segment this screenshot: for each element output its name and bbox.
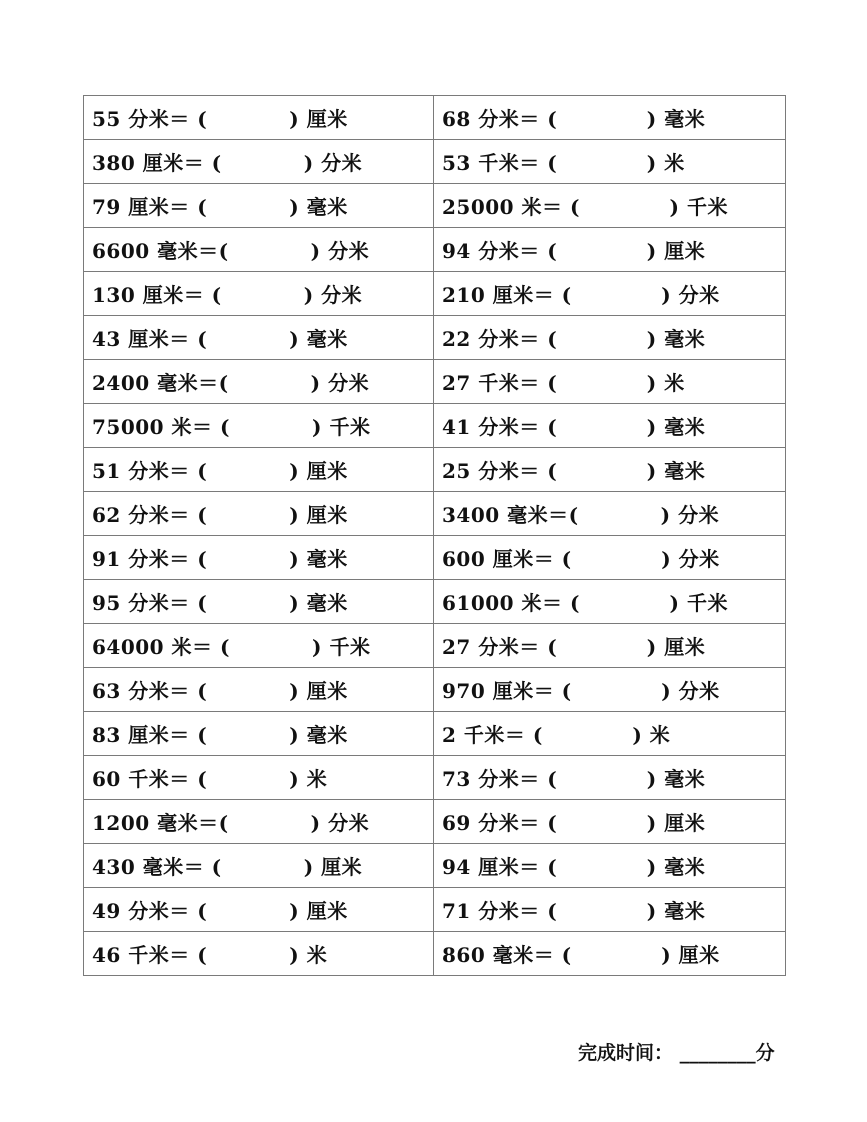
exercise-cell[interactable]: 75000 米＝ ( ) 千米 (84, 404, 434, 448)
exercise-cell[interactable]: 860 毫米＝ ( ) 厘米 (434, 932, 786, 976)
exercise-cell[interactable]: 91 分米＝ ( ) 毫米 (84, 536, 434, 580)
exercise-cell[interactable]: 60 千米＝ ( ) 米 (84, 756, 434, 800)
exercise-cell[interactable]: 130 厘米＝ ( ) 分米 (84, 272, 434, 316)
exercise-cell[interactable]: 55 分米＝ ( ) 厘米 (84, 96, 434, 140)
exercise-cell[interactable]: 61000 米＝ ( ) 千米 (434, 580, 786, 624)
exercise-cell[interactable]: 51 分米＝ ( ) 厘米 (84, 448, 434, 492)
table-row (84, 756, 786, 800)
table-row (84, 360, 786, 404)
exercise-cell[interactable]: 53 千米＝ ( ) 米 (434, 140, 786, 184)
exercise-cell[interactable]: 6600 毫米＝( ) 分米 (84, 228, 434, 272)
exercise-cell[interactable]: 64000 米＝ ( ) 千米 (84, 624, 434, 668)
table-row (84, 888, 786, 932)
exercise-cell[interactable]: 600 厘米＝ ( ) 分米 (434, 536, 786, 580)
exercise-cell[interactable]: 49 分米＝ ( ) 厘米 (84, 888, 434, 932)
conversion-worksheet-table (83, 95, 786, 976)
exercise-cell[interactable]: 41 分米＝ ( ) 毫米 (434, 404, 786, 448)
exercise-cell[interactable]: 94 分米＝ ( ) 厘米 (434, 228, 786, 272)
exercise-cell[interactable]: 2 千米＝ ( ) 米 (434, 712, 786, 756)
table-row (84, 448, 786, 492)
table-row (84, 712, 786, 756)
exercise-cell[interactable]: 210 厘米＝ ( ) 分米 (434, 272, 786, 316)
table-row (84, 272, 786, 316)
exercise-cell[interactable]: 27 分米＝ ( ) 厘米 (434, 624, 786, 668)
exercise-cell[interactable]: 25 分米＝ ( ) 毫米 (434, 448, 786, 492)
completion-time-field[interactable]: 完成时间： ________分 (578, 1042, 775, 1064)
exercise-cell[interactable]: 22 分米＝ ( ) 毫米 (434, 316, 786, 360)
exercise-cell[interactable]: 43 厘米＝ ( ) 毫米 (84, 316, 434, 360)
exercise-cell[interactable]: 63 分米＝ ( ) 厘米 (84, 668, 434, 712)
exercise-cell[interactable]: 27 千米＝ ( ) 米 (434, 360, 786, 404)
exercise-cell[interactable]: 71 分米＝ ( ) 毫米 (434, 888, 786, 932)
exercise-cell[interactable]: 970 厘米＝ ( ) 分米 (434, 668, 786, 712)
worksheet-body (84, 96, 786, 976)
table-row (84, 536, 786, 580)
exercise-cell[interactable]: 69 分米＝ ( ) 厘米 (434, 800, 786, 844)
exercise-cell[interactable]: 95 分米＝ ( ) 毫米 (84, 580, 434, 624)
exercise-cell[interactable]: 25000 米＝ ( ) 千米 (434, 184, 786, 228)
exercise-cell[interactable]: 62 分米＝ ( ) 厘米 (84, 492, 434, 536)
table-row (84, 316, 786, 360)
exercise-cell[interactable]: 73 分米＝ ( ) 毫米 (434, 756, 786, 800)
table-row (84, 668, 786, 712)
table-row (84, 580, 786, 624)
table-row (84, 492, 786, 536)
table-row (84, 228, 786, 272)
exercise-cell[interactable]: 1200 毫米＝( ) 分米 (84, 800, 434, 844)
table-row (84, 624, 786, 668)
exercise-cell[interactable]: 430 毫米＝ ( ) 厘米 (84, 844, 434, 888)
table-row (84, 404, 786, 448)
table-row (84, 932, 786, 976)
exercise-cell[interactable]: 83 厘米＝ ( ) 毫米 (84, 712, 434, 756)
exercise-cell[interactable]: 94 厘米＝ ( ) 毫米 (434, 844, 786, 888)
exercise-cell[interactable]: 46 千米＝ ( ) 米 (84, 932, 434, 976)
exercise-cell[interactable]: 2400 毫米＝( ) 分米 (84, 360, 434, 404)
exercise-cell[interactable]: 79 厘米＝ ( ) 毫米 (84, 184, 434, 228)
table-row (84, 184, 786, 228)
table-row (84, 96, 786, 140)
table-row (84, 844, 786, 888)
table-row (84, 800, 786, 844)
table-row (84, 140, 786, 184)
exercise-cell[interactable]: 68 分米＝ ( ) 毫米 (434, 96, 786, 140)
exercise-cell[interactable]: 380 厘米＝ ( ) 分米 (84, 140, 434, 184)
exercise-cell[interactable]: 3400 毫米＝( ) 分米 (434, 492, 786, 536)
